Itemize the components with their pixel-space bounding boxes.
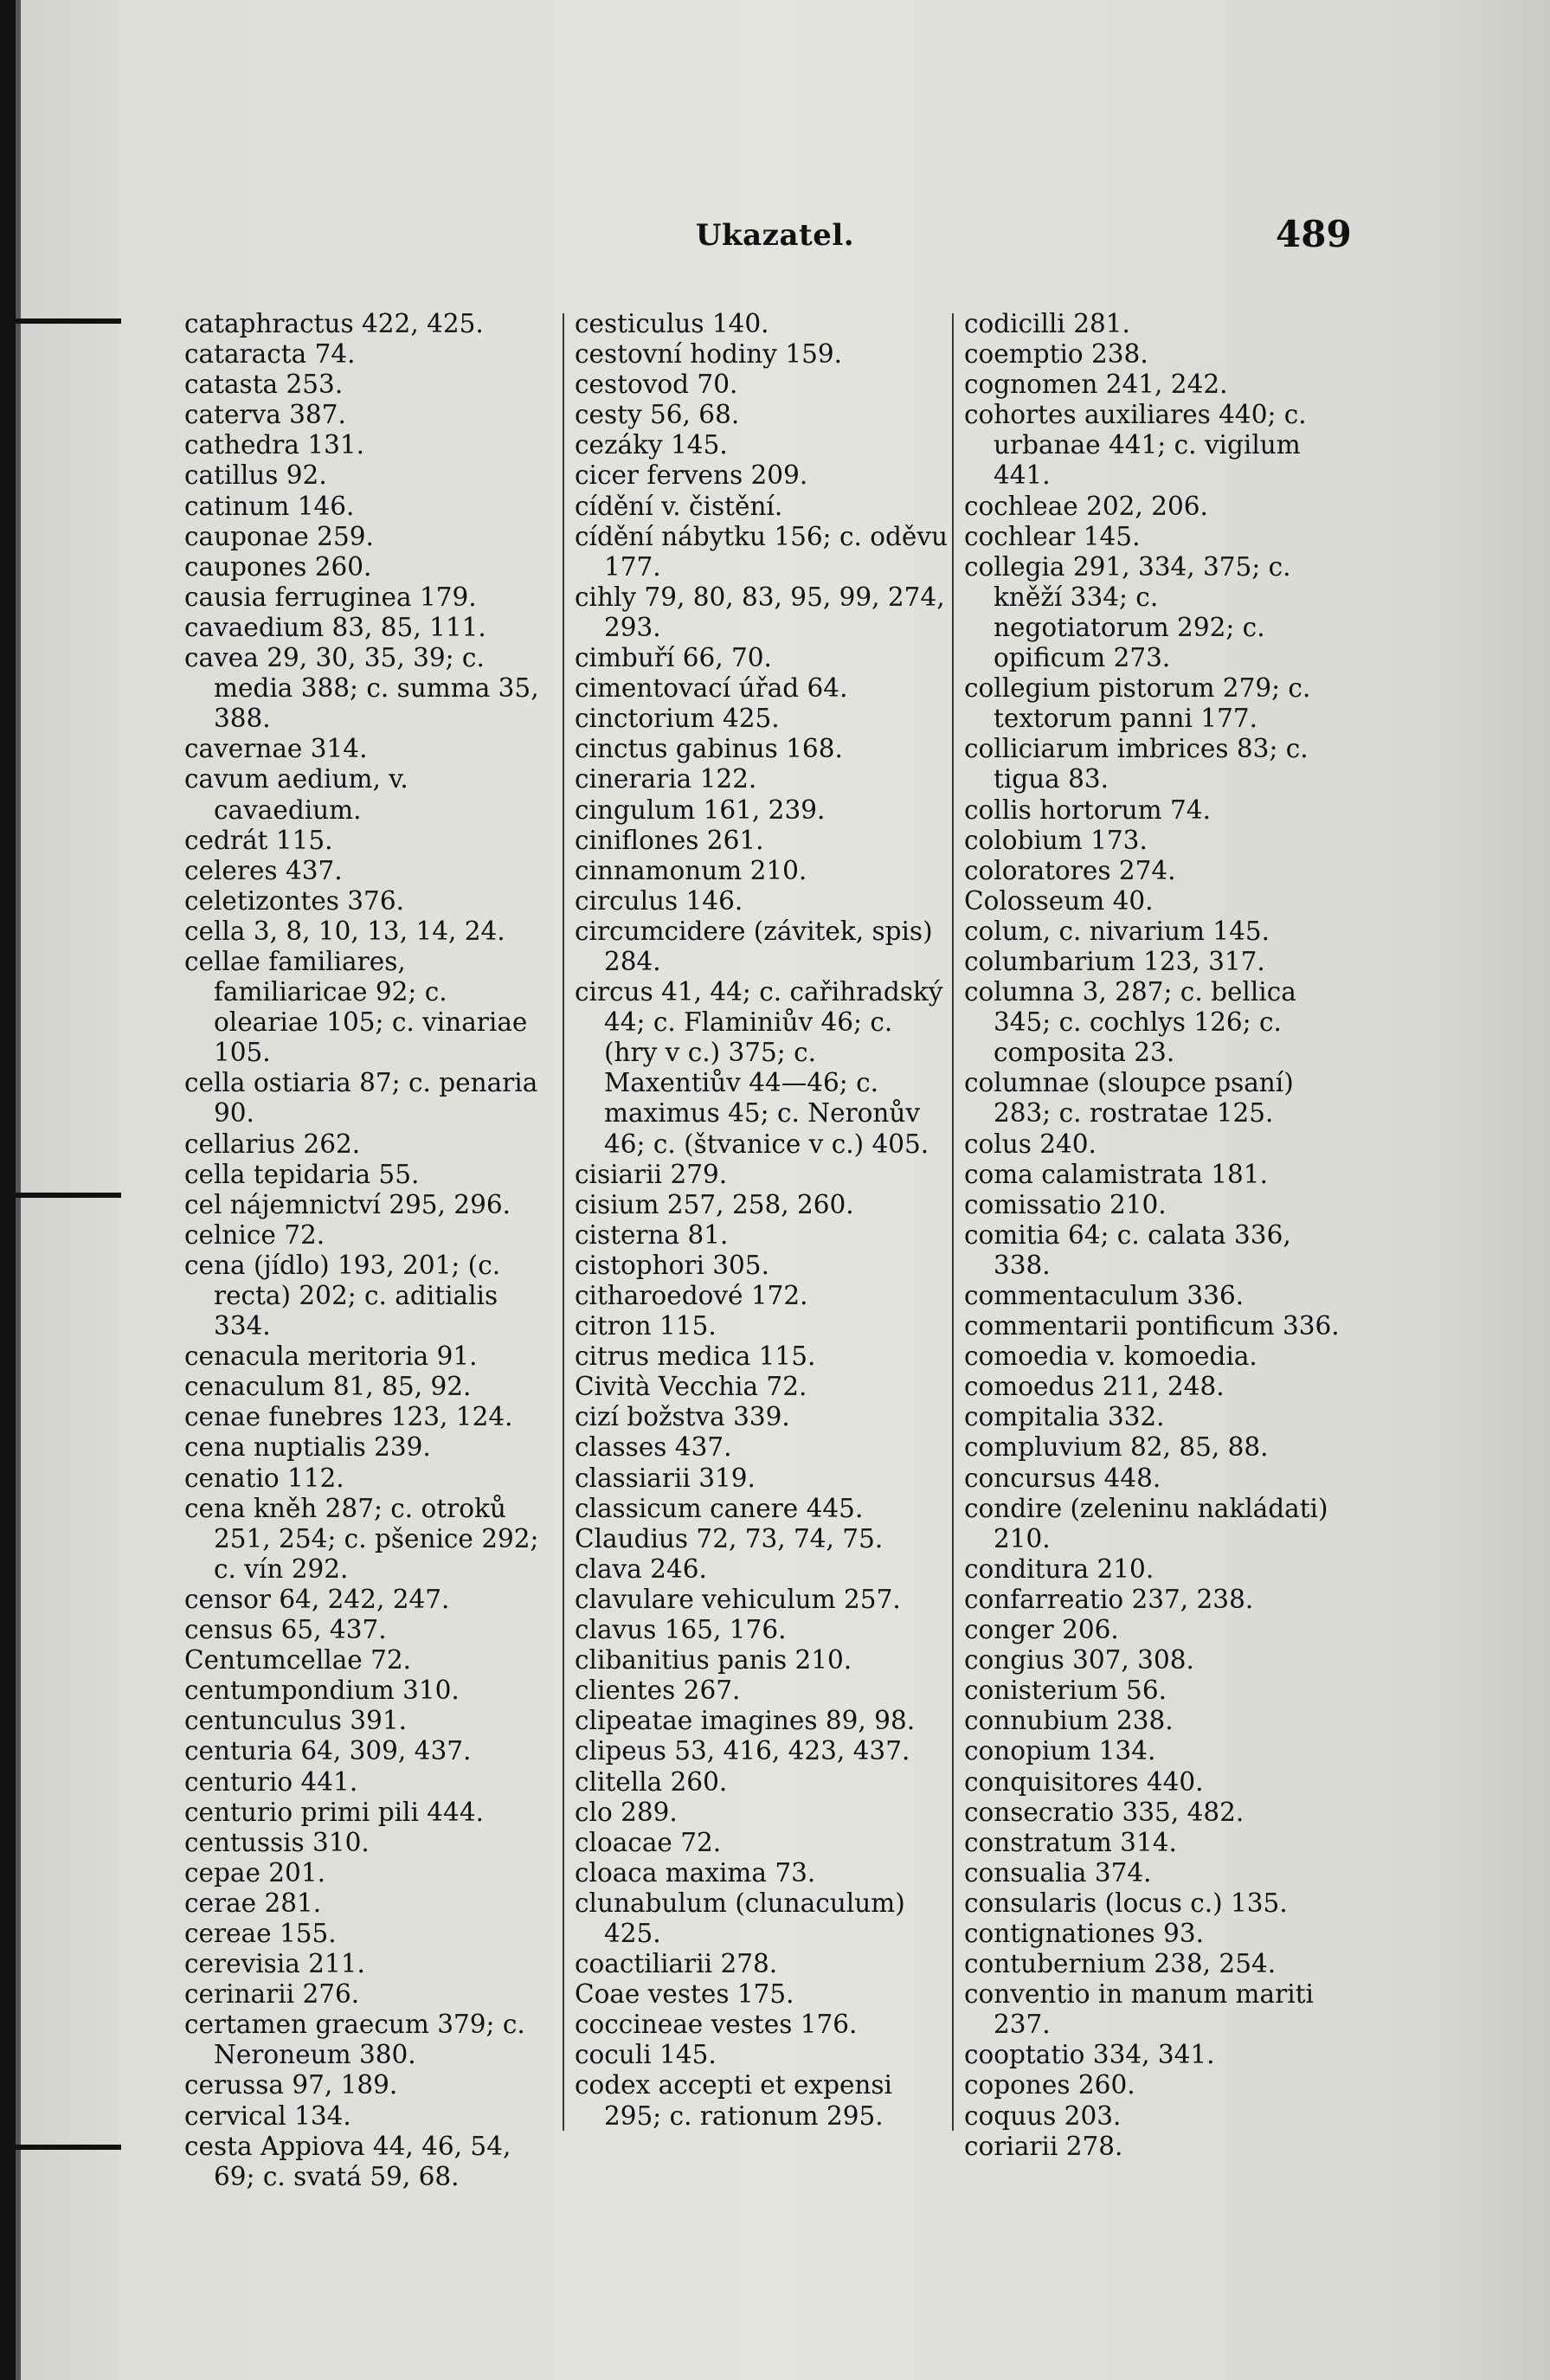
index-entry: consecratio 335, 482.: [964, 1797, 1245, 1827]
index-entry: cloacae 72.: [575, 1827, 722, 1857]
index-column-1: [184, 309, 556, 2192]
index-entry: citron 115.: [575, 1311, 717, 1341]
index-entry: cesticulus 140.: [575, 309, 769, 338]
index-entry: cloaca maxima 73.: [575, 1857, 816, 1888]
index-entry: conger 206.: [964, 1615, 1119, 1645]
index-entry: clientes 267.: [575, 1676, 741, 1706]
index-entry: causia ferruginea 179.: [184, 582, 477, 612]
index-entry: centussis 310.: [184, 1827, 370, 1857]
index-entry: coma calamistrata 181.: [964, 1159, 1268, 1189]
index-entry: coemptio 238.: [964, 339, 1148, 370]
index-entry: cel nájemnictví 295, 296.: [184, 1189, 511, 1219]
index-entry: conventio in manum mariti 237.: [964, 1979, 1314, 2040]
index-entry: concursus 448.: [964, 1463, 1161, 1493]
index-entry: clipeus 53, 416, 423, 437.: [575, 1736, 910, 1766]
index-column-3: [964, 309, 1341, 2162]
index-entry: consualia 374.: [964, 1857, 1152, 1888]
index-entry: clibanitius panis 210.: [575, 1645, 852, 1676]
index-entry: cognomen 241, 242.: [964, 370, 1228, 400]
index-entry: cineraria 122.: [575, 764, 757, 794]
index-entry: cisium 257, 258, 260.: [575, 1189, 854, 1219]
index-entry: classicum canere 445.: [575, 1493, 864, 1523]
index-entry: conopium 134.: [964, 1736, 1156, 1766]
index-entry: cathedra 131.: [184, 430, 365, 460]
index-entry: centurio primi pili 444.: [184, 1797, 484, 1827]
index-entry: cesta Appiova 44, 46, 54, 69; c. svatá 59, 68.: [184, 2131, 511, 2191]
index-entry: censor 64, 242, 247.: [184, 1584, 450, 1614]
index-entry: cídění nábytku 156; c. oděvu 177.: [575, 521, 949, 582]
index-entry: confarreatio 237, 238.: [964, 1584, 1254, 1614]
index-entry: cella 3, 8, 10, 13, 14, 24.: [184, 916, 505, 946]
page-edge-shadow: [0, 0, 16, 2380]
index-entry: Claudius 72, 73, 74, 75.: [575, 1523, 884, 1553]
index-entry: cella tepidaria 55.: [184, 1159, 420, 1189]
index-entry: cepae 201.: [184, 1857, 325, 1888]
index-entry: condire (zeleninu nakládati) 210.: [964, 1493, 1328, 1553]
index-entry: celeres 437.: [184, 855, 343, 885]
index-entry: Centumcellae 72.: [184, 1645, 412, 1676]
index-entry: clavus 165, 176.: [575, 1615, 787, 1645]
index-entry: coculi 145.: [575, 2040, 717, 2070]
index-entry: cellae familiares, familiaricae 92; c. oleariae 105; c. vinariae 105.: [184, 946, 528, 1068]
index-entry: cochleae 202, 206.: [964, 491, 1208, 521]
page-edge-shadow-inner: [16, 0, 21, 2380]
index-entry: cingulum 161, 239.: [575, 794, 826, 825]
index-entry: contignationes 93.: [964, 1918, 1204, 1948]
margin-mark: [0, 2145, 121, 2150]
index-entry: commentarii pontificum 336.: [964, 1311, 1340, 1341]
index-entry: celetizontes 376.: [184, 885, 404, 916]
index-entry: contubernium 238, 254.: [964, 1949, 1277, 1979]
index-entry: comoedus 211, 248.: [964, 1372, 1225, 1402]
index-entry: coloratores 274.: [964, 855, 1176, 885]
index-entry: compluvium 82, 85, 88.: [964, 1432, 1269, 1463]
page-number: 489: [1276, 213, 1352, 255]
index-entry: cataracta 74.: [184, 339, 356, 370]
index-entry: collis hortorum 74.: [964, 794, 1211, 825]
index-entry: cooptatio 334, 341.: [964, 2040, 1215, 2070]
index-entry: cedrát 115.: [184, 825, 333, 855]
index-entry: cezáky 145.: [575, 430, 728, 460]
index-entry: cavernae 314.: [184, 734, 368, 764]
index-entry: cimentovací úřad 64.: [575, 673, 848, 704]
index-entry: cizí božstva 339.: [575, 1402, 790, 1432]
index-entry: ciniflones 261.: [575, 825, 764, 855]
index-entry: cochlear 145.: [964, 521, 1141, 551]
index-entry: cinctus gabinus 168.: [575, 734, 843, 764]
column-divider: [563, 313, 564, 2131]
index-entry: consularis (locus c.) 135.: [964, 1888, 1288, 1918]
index-entry: codex accepti et expensi 295; c. rationum 295.: [575, 2070, 892, 2131]
index-entry: conditura 210.: [964, 1553, 1154, 1584]
index-entry: catinum 146.: [184, 491, 355, 521]
index-entry: Cività Vecchia 72.: [575, 1372, 807, 1402]
index-entry: columna 3, 287; c. bellica 345; c. cochlys 126; c. composita 23.: [964, 977, 1296, 1068]
index-entry: cohortes auxiliares 440; c. urbanae 441; c. vigilum 441.: [964, 400, 1307, 491]
index-entry: cistophori 305.: [575, 1250, 769, 1280]
index-entry: centuria 64, 309, 437.: [184, 1736, 472, 1766]
index-entry: cídění v. čistění.: [575, 491, 783, 521]
index-entry: compitalia 332.: [964, 1402, 1165, 1432]
index-entry: coquus 203.: [964, 2100, 1122, 2131]
index-entry: circus 41, 44; c. cařihradský 44; c. Flaminiův 46; c. (hry v c.) 375; c. Maxentiův 44—46; c. maximus 45; c. Neronův 46; c. (štvanice v c.) 405.: [575, 977, 943, 1159]
index-entry: colus 240.: [964, 1129, 1097, 1159]
index-entry: cataphractus 422, 425.: [184, 309, 484, 338]
index-entry: cinnamonum 210.: [575, 855, 807, 885]
index-entry: collegia 291, 334, 375; c. kněží 334; c. negotiatorum 292; c. opificum 273.: [964, 551, 1291, 673]
index-entry: cauponae 259.: [184, 521, 374, 551]
index-entry: clunabulum (clunaculum) 425.: [575, 1888, 905, 1948]
index-entry: cerae 281.: [184, 1888, 322, 1918]
index-entry: centumpondium 310.: [184, 1676, 460, 1706]
index-entry: constratum 314.: [964, 1827, 1177, 1857]
index-entry: Coae vestes 175.: [575, 1979, 794, 2010]
index-entry: columnae (sloupce psaní) 283; c. rostratae 125.: [964, 1068, 1294, 1129]
index-entry: celnice 72.: [184, 1219, 325, 1250]
index-entry: classiarii 319.: [575, 1463, 756, 1493]
index-entry: cavea 29, 30, 35, 39; c. media 388; c. summa 35, 388.: [184, 643, 539, 734]
index-entry: commentaculum 336.: [964, 1281, 1245, 1310]
index-entry: cena nuptialis 239.: [184, 1432, 431, 1463]
index-entry: catillus 92.: [184, 460, 327, 491]
index-entry: coccineae vestes 176.: [575, 2010, 858, 2040]
index-entry: cenacula meritoria 91.: [184, 1341, 478, 1372]
index-entry: cenae funebres 123, 124.: [184, 1402, 513, 1432]
margin-mark: [0, 1193, 121, 1198]
column-divider: [952, 313, 954, 2131]
index-entry: colum, c. nivarium 145.: [964, 916, 1270, 946]
index-entry: cenaculum 81, 85, 92.: [184, 1372, 472, 1402]
index-entry: cena kněh 287; c. otroků 251, 254; c. pšenice 292; c. vín 292.: [184, 1493, 539, 1584]
index-entry: cerinarii 276.: [184, 1979, 360, 2010]
index-entry: codicilli 281.: [964, 309, 1130, 338]
index-entry: clavulare vehiculum 257.: [575, 1584, 901, 1614]
index-entry: cimbuří 66, 70.: [575, 643, 772, 673]
index-entry: citharoedové 172.: [575, 1281, 808, 1310]
index-entry: cesty 56, 68.: [575, 400, 740, 430]
index-entry: caterva 387.: [184, 400, 346, 430]
index-entry: caupones 260.: [184, 551, 372, 582]
index-entry: catasta 253.: [184, 370, 344, 400]
index-entry: centunculus 391.: [184, 1706, 407, 1736]
index-entry: circulus 146.: [575, 885, 743, 916]
index-entry: clo 289.: [575, 1797, 678, 1827]
index-entry: citrus medica 115.: [575, 1341, 816, 1372]
index-entry: clava 246.: [575, 1553, 707, 1584]
index-entry: cisiarii 279.: [575, 1159, 728, 1189]
index-entry: cavum aedium, v. cavaedium.: [184, 764, 408, 825]
index-entry: cella ostiaria 87; c. penaria 90.: [184, 1068, 538, 1129]
index-entry: comissatio 210.: [964, 1189, 1167, 1219]
index-entry: coriarii 278.: [964, 2131, 1123, 2161]
index-entry: comitia 64; c. calata 336, 338.: [964, 1219, 1291, 1280]
index-entry: cestovod 70.: [575, 370, 738, 400]
index-entry: cestovní hodiny 159.: [575, 339, 843, 370]
index-entry: Colosseum 40.: [964, 885, 1154, 916]
index-entry: cicer fervens 209.: [575, 460, 808, 491]
index-column-2: [575, 309, 949, 2132]
index-entry: centurio 441.: [184, 1766, 358, 1797]
index-entry: conquisitores 440.: [964, 1766, 1204, 1797]
index-entry: cihly 79, 80, 83, 95, 99, 274, 293.: [575, 582, 945, 642]
index-entry: cerussa 97, 189.: [184, 2070, 398, 2100]
index-entry: clipeatae imagines 89, 98.: [575, 1706, 916, 1736]
margin-mark: [0, 318, 121, 324]
index-entry: cellarius 262.: [184, 1129, 361, 1159]
index-entry: coactiliarii 278.: [575, 1949, 778, 1979]
index-entry: census 65, 437.: [184, 1615, 387, 1645]
index-entry: classes 437.: [575, 1432, 732, 1463]
index-entry: cereae 155.: [184, 1918, 337, 1948]
index-entry: circumcidere (závitek, spis) 284.: [575, 916, 933, 976]
index-entry: cena (jídlo) 193, 201; (c. recta) 202; c. aditialis 334.: [184, 1250, 501, 1341]
index-entry: cenatio 112.: [184, 1463, 344, 1493]
index-entry: colobium 173.: [964, 825, 1148, 855]
index-entry: clitella 260.: [575, 1766, 728, 1797]
index-entry: connubium 238.: [964, 1706, 1174, 1736]
index-entry: comoedia v. komoedia.: [964, 1341, 1257, 1372]
index-entry: certamen graecum 379; c. Neroneum 380.: [184, 2010, 525, 2070]
index-entry: cerevisia 211.: [184, 1949, 365, 1979]
index-entry: collegium pistorum 279; c. textorum panni 177.: [964, 673, 1311, 734]
running-header-title: Ukazatel.: [695, 218, 855, 253]
index-entry: conisterium 56.: [964, 1676, 1167, 1706]
index-entry: cervical 134.: [184, 2100, 351, 2131]
index-entry: cisterna 81.: [575, 1219, 729, 1250]
index-entry: congius 307, 308.: [964, 1645, 1194, 1676]
index-entry: cavaedium 83, 85, 111.: [184, 612, 486, 642]
index-entry: copones 260.: [964, 2070, 1135, 2100]
index-entry: colliciarum imbrices 83; c. tigua 83.: [964, 734, 1309, 794]
index-entry: columbarium 123, 317.: [964, 946, 1265, 976]
index-entry: cinctorium 425.: [575, 704, 780, 734]
